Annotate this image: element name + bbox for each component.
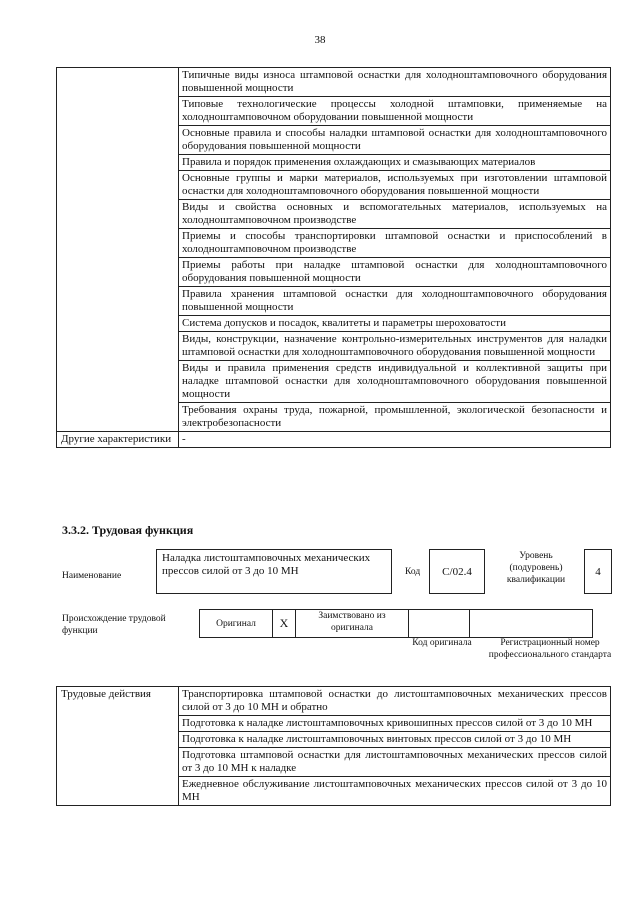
- section-title: 3.3.2. Трудовая функция: [62, 523, 194, 537]
- knowledge-item: Основные правила и способы наладки штамповой оснастки для холодноштамповочного оборудования повышенной мощности: [179, 126, 611, 155]
- knowledge-item: Требования охраны труда, пожарной, промышленной, экологической безопасности и электробезопасности: [179, 403, 611, 432]
- origin-label: Происхождение трудовой функции: [62, 614, 166, 636]
- knowledge-label-cell: [57, 68, 179, 432]
- origin-code-caption: Код оригинала: [412, 638, 472, 648]
- knowledge-item: Правила хранения штамповой оснастки для холодноштамповочного оборудования повышенной мощности: [179, 287, 611, 316]
- labor-action-item: Транспортировка штамповой оснастки до листоштамповочных механических прессов силой от 3 до 10 МН и обратно: [179, 687, 611, 716]
- knowledge-item: Приемы и способы транспортировки штамповой оснастки и приспособлений в холодноштамповочном производстве: [179, 229, 611, 258]
- labor-action-item: Подготовка штамповой оснастки для листоштамповочных механических прессов силой от 3 до 10 МН к наладке: [179, 748, 611, 777]
- level-label: Уровень (подуровень) квалификации: [506, 551, 566, 585]
- origin-table: [199, 609, 593, 638]
- knowledge-item: Система допусков и посадок, квалитеты и параметры шероховатости: [179, 316, 611, 332]
- knowledge-item: Основные группы и марки материалов, используемых при изготовлении штамповой оснастки для холодноштамповочного оборудования повышенной мощности: [179, 171, 611, 200]
- labor-actions-label: Трудовые действия: [57, 687, 179, 806]
- knowledge-item: Виды, конструкции, назначение контрольно-измерительных инструментов для наладки штамповой оснастки для холодноштамповочного оборудования повышенной мощности: [179, 332, 611, 361]
- table-row: [57, 687, 611, 716]
- knowledge-item: Типичные виды износа штамповой оснастки для холодноштамповочного оборудования повышенной мощности: [179, 68, 611, 97]
- table-row: [57, 432, 611, 448]
- knowledge-item: Типовые технологические процессы холодной штамповки, применяемые на холодноштамповочном оборудовании повышенной мощности: [179, 97, 611, 126]
- origin-reg-cell: [470, 610, 593, 638]
- name-label: Наименование: [62, 571, 122, 581]
- origin-original-cell: Оригинал: [200, 610, 273, 638]
- other-characteristics-label: Другие характеристики: [57, 432, 179, 448]
- other-characteristics-value: -: [179, 432, 611, 448]
- labor-actions-table: [56, 686, 611, 806]
- knowledge-item: Приемы работы при наладке штамповой оснастки для холодноштамповочного оборудования повышенной мощности: [179, 258, 611, 287]
- origin-borrowed-cell: Заимствовано из оригинала: [296, 610, 409, 638]
- table-row: [57, 68, 611, 97]
- knowledge-table: [56, 67, 611, 448]
- knowledge-item: Правила и порядок применения охлаждающих и смазывающих материалов: [179, 155, 611, 171]
- code-label: Код: [405, 567, 421, 577]
- level-box: 4: [584, 549, 612, 594]
- page-number: 38: [314, 34, 326, 46]
- origin-code-cell: [409, 610, 470, 638]
- table-row: [200, 610, 593, 638]
- labor-action-item: Подготовка к наладке листоштамповочных винтовых прессов силой от 3 до 10 МН: [179, 732, 611, 748]
- labor-action-item: Ежедневное обслуживание листоштамповочных механических прессов силой от 3 до 10 МН: [179, 777, 611, 806]
- function-code-box: C/02.4: [429, 549, 485, 594]
- knowledge-item: Виды и правила применения средств индивидуальной и коллективной защиты при наладке штамповой оснастки для холодноштамповочного оборудования повышенной мощности: [179, 361, 611, 403]
- function-name-box: Наладка листоштамповочных механических прессов силой от 3 до 10 МН: [156, 549, 392, 594]
- labor-action-item: Подготовка к наладке листоштамповочных кривошипных прессов силой от 3 до 10 МН: [179, 716, 611, 732]
- knowledge-item: Виды и свойства основных и вспомогательных материалов, используемых на холодноштамповочном производстве: [179, 200, 611, 229]
- origin-mark-cell: X: [273, 610, 296, 638]
- reg-number-caption: Регистрационный номер профессионального стандарта: [488, 638, 612, 660]
